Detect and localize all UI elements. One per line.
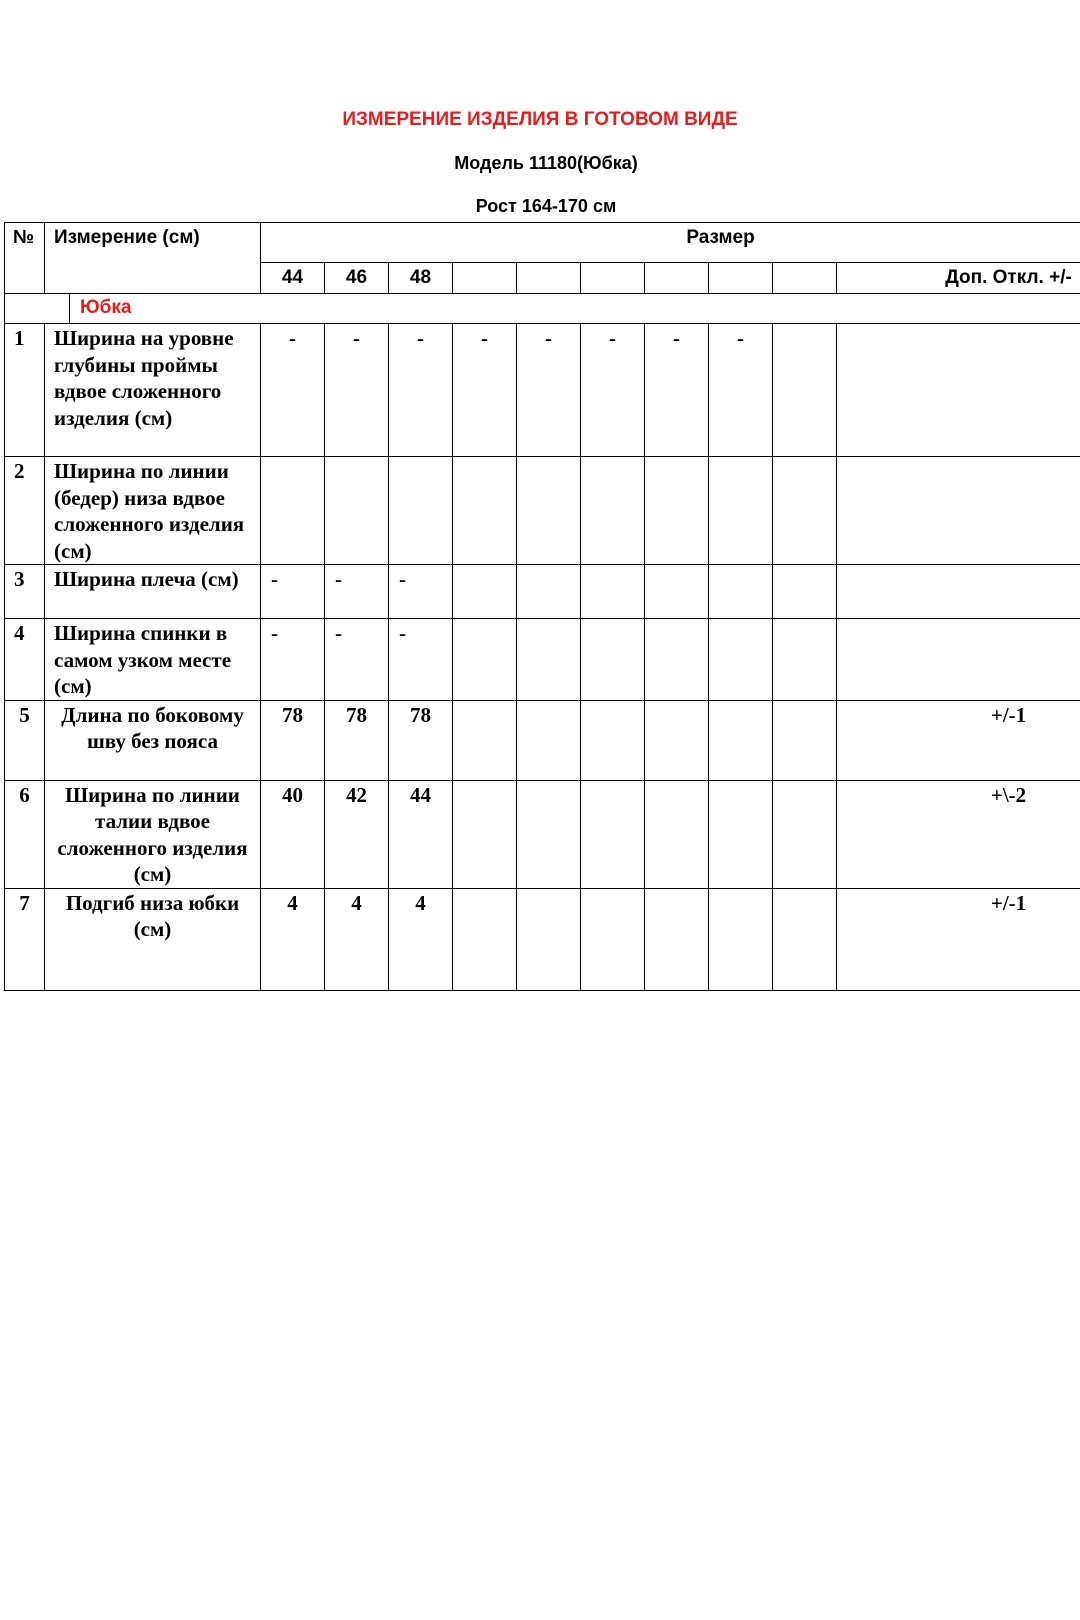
value-cell	[581, 619, 645, 701]
row-number: 7	[5, 888, 45, 990]
value-cell: 78	[325, 700, 389, 780]
header-number: №	[5, 223, 45, 294]
value-cell	[517, 565, 581, 619]
value-cell: -	[261, 324, 325, 457]
value-cell: -	[325, 565, 389, 619]
header-measurement: Измерение (см)	[45, 223, 261, 294]
size-col-header: 48	[389, 263, 453, 294]
row-number: 6	[5, 780, 45, 888]
value-cell	[581, 700, 645, 780]
value-cell	[773, 888, 837, 990]
row-label: Ширина плеча (см)	[45, 565, 261, 619]
value-cell	[709, 457, 773, 565]
tolerance-cell: +/-1	[837, 700, 1080, 780]
row-label: Ширина на уровне глубины проймы вдвое сложенного изделия (см)	[45, 324, 261, 457]
value-cell	[517, 888, 581, 990]
value-cell: -	[517, 324, 581, 457]
value-cell	[645, 780, 709, 888]
table-row	[5, 780, 1080, 888]
row-label: Ширина по линии талии вдвое сложенного изделия (см)	[45, 780, 261, 888]
model-name: Модель 11180(Юбка)	[454, 153, 638, 173]
value-cell	[453, 780, 517, 888]
document-title: ИЗМЕРЕНИЕ ИЗДЕЛИЯ В ГОТОВОМ ВИДЕ	[342, 109, 738, 130]
value-cell: -	[261, 619, 325, 701]
value-cell: -	[709, 324, 773, 457]
value-cell	[645, 565, 709, 619]
value-cell	[709, 700, 773, 780]
value-cell: -	[389, 565, 453, 619]
value-cell	[709, 780, 773, 888]
row-number: 1	[5, 324, 45, 457]
value-cell: -	[645, 324, 709, 457]
table-row	[5, 700, 1080, 780]
value-cell	[773, 324, 837, 457]
value-cell	[261, 457, 325, 565]
row-number: 3	[5, 565, 45, 619]
tolerance-cell	[837, 324, 1080, 457]
value-cell: -	[261, 565, 325, 619]
value-cell: 78	[389, 700, 453, 780]
value-cell	[325, 457, 389, 565]
size-col-header	[581, 263, 645, 294]
size-col-header: 44	[261, 263, 325, 294]
value-cell	[709, 565, 773, 619]
value-cell	[453, 700, 517, 780]
value-cell	[773, 565, 837, 619]
value-cell	[581, 888, 645, 990]
value-cell	[773, 700, 837, 780]
tolerance-cell	[837, 619, 1080, 701]
value-cell	[517, 619, 581, 701]
value-cell	[517, 700, 581, 780]
row-label: Подгиб низа юбки (см)	[45, 888, 261, 990]
value-cell	[645, 457, 709, 565]
value-cell	[453, 565, 517, 619]
value-cell	[517, 780, 581, 888]
size-col-header: 46	[325, 263, 389, 294]
value-cell	[581, 457, 645, 565]
value-cell	[773, 619, 837, 701]
table-row	[5, 888, 1080, 990]
value-cell	[709, 619, 773, 701]
row-label: Ширина спинки в самом узком месте (см)	[45, 619, 261, 701]
section-row	[5, 294, 1080, 324]
header-size: Размер	[261, 223, 1080, 263]
value-cell: -	[325, 324, 389, 457]
size-col-header	[517, 263, 581, 294]
row-number: 5	[5, 700, 45, 780]
value-cell	[453, 457, 517, 565]
value-cell	[645, 619, 709, 701]
value-cell	[453, 619, 517, 701]
row-label: Ширина по линии (бедер) низа вдвое сложенного изделия (см)	[45, 457, 261, 565]
size-col-header	[773, 263, 837, 294]
size-col-header	[645, 263, 709, 294]
value-cell	[453, 888, 517, 990]
value-cell: 4	[261, 888, 325, 990]
tolerance-header: Доп. Откл. +/-	[837, 263, 1080, 294]
value-cell: -	[453, 324, 517, 457]
value-cell	[773, 780, 837, 888]
size-col-header	[709, 263, 773, 294]
height-range: Рост 164-170 см	[475, 196, 617, 216]
tolerance-cell: +\-2	[837, 780, 1080, 888]
value-cell: 78	[261, 700, 325, 780]
table-row	[5, 324, 1080, 457]
value-cell	[517, 457, 581, 565]
value-cell: 42	[325, 780, 389, 888]
value-cell	[773, 457, 837, 565]
value-cell	[709, 888, 773, 990]
row-number: 2	[5, 457, 45, 565]
tolerance-cell	[837, 457, 1080, 565]
value-cell	[645, 888, 709, 990]
value-cell: 4	[325, 888, 389, 990]
table-row	[5, 619, 1080, 701]
value-cell: 44	[389, 780, 453, 888]
value-cell	[389, 457, 453, 565]
value-cell: 40	[261, 780, 325, 888]
value-cell: -	[389, 324, 453, 457]
value-cell	[581, 565, 645, 619]
value-cell: -	[389, 619, 453, 701]
tolerance-cell: +/-1	[837, 888, 1080, 990]
value-cell: 4	[389, 888, 453, 990]
tolerance-cell	[837, 565, 1080, 619]
value-cell: -	[581, 324, 645, 457]
table-row	[5, 457, 1080, 565]
value-cell	[645, 700, 709, 780]
measurements-table	[4, 222, 1080, 991]
table-row	[5, 565, 1080, 619]
row-label: Длина по боковому шву без пояса	[45, 700, 261, 780]
section-title: Юбка	[69, 294, 1080, 323]
row-number: 4	[5, 619, 45, 701]
size-col-header	[453, 263, 517, 294]
value-cell: -	[325, 619, 389, 701]
header-row	[5, 223, 1080, 263]
value-cell	[581, 780, 645, 888]
